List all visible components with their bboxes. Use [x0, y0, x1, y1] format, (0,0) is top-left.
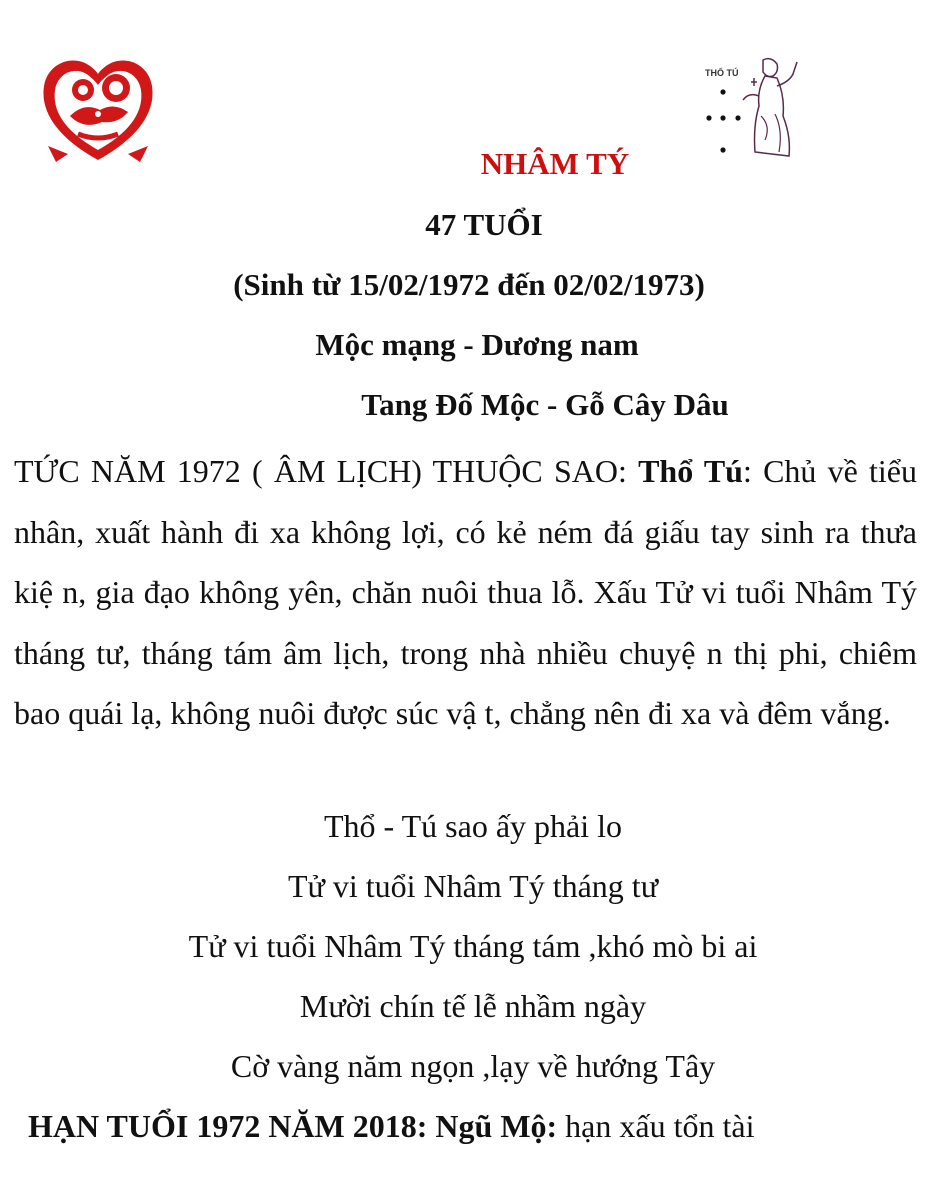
star-name: Thổ Tú	[638, 453, 743, 489]
han-text: hạn xấu tổn tài	[557, 1108, 755, 1144]
poem-line: Thổ - Tú sao ấy phải lo	[323, 808, 622, 844]
description-lead: TỨC NĂM 1972 ( ÂM LỊCH) THUỘC SAO:	[14, 453, 639, 489]
han-name: Ngũ Mộ:	[435, 1108, 558, 1144]
poem-line: Tử vi tuổi Nhâm Tý tháng tư	[287, 868, 659, 904]
han-label: HẠN TUỔI 1972 NĂM 2018:	[28, 1108, 436, 1144]
star-description	[14, 441, 917, 744]
poem-line: Mười chín tế lễ nhầm ngày	[299, 988, 647, 1024]
star-label: THỔ TÚ	[705, 68, 739, 78]
poem-line: Cờ vàng năm ngọn ,lạy về hướng Tây	[230, 1048, 716, 1084]
page-title: NHÂM TÝ	[480, 146, 630, 181]
element-line: Mộc mạng - Dương nam	[315, 327, 639, 362]
age-line: 47 TUỔI	[425, 207, 543, 242]
birth-range-line: (Sinh từ 15/02/1972 đến 02/02/1973)	[233, 267, 705, 302]
tree-line: Tang Đố Mộc - Gỗ Cây Dâu	[361, 387, 729, 422]
poem-line: Tử vi tuổi Nhâm Tý tháng tám ,khó mò bi ai	[188, 928, 758, 964]
description-text: : Chủ về tiểu nhân, xuất hành đi xa không lợi, có kẻ ném đá giấu tay sinh ra thưa kiệ n, gia đạo không yên, chăn nuôi thua lỗ. Xấu Tử vi tuổi Nhâm Tý tháng tư, tháng tám âm lịch, trong nhà nhiều chuyệ n thị phi, chiêm bao quái lạ, không nuôi được súc vậ t, chẳng nên đi xa và đêm vắng.	[14, 453, 918, 731]
han-line	[28, 1108, 754, 1145]
